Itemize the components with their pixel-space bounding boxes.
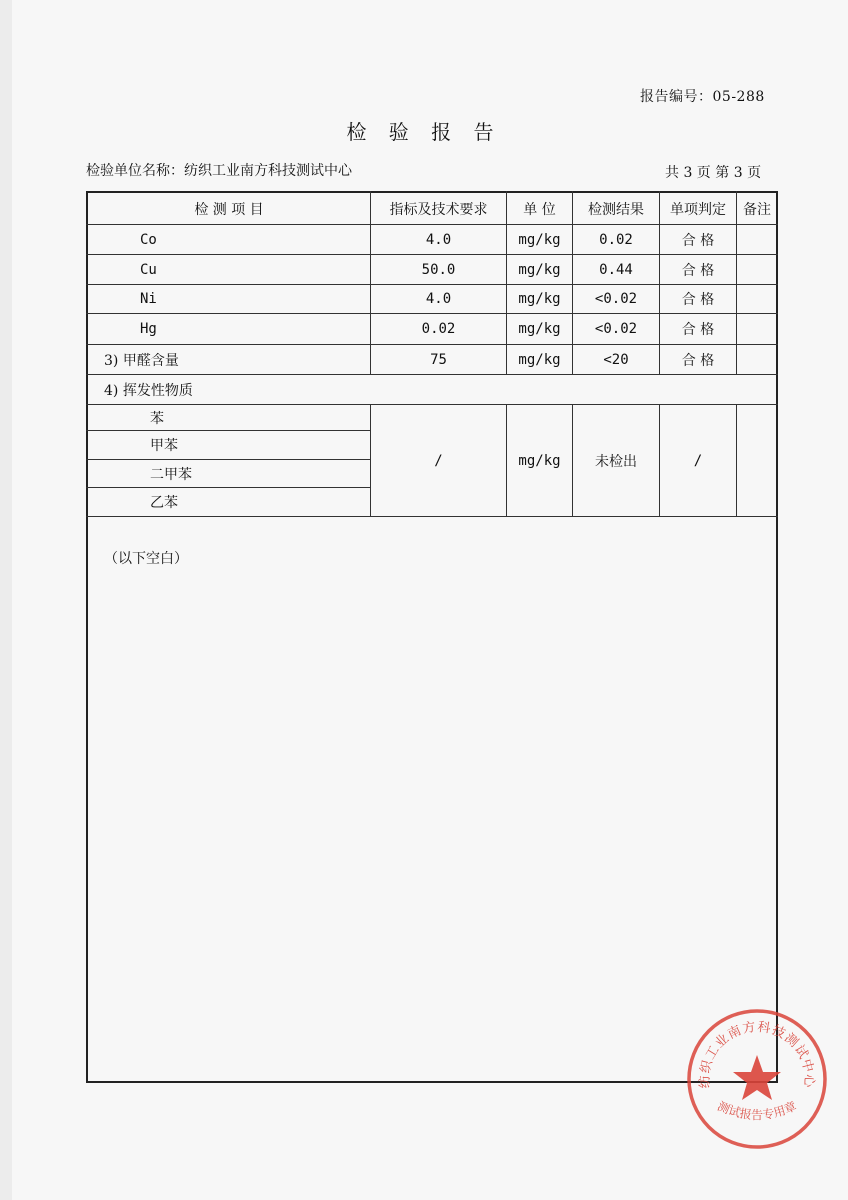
volatile-item: 二甲苯 [150, 466, 192, 483]
row-item-formaldehyde: 3) 甲醛含量 [104, 352, 179, 369]
row-result: <20 [603, 351, 629, 368]
section-volatile-title: 4) 挥发性物质 [104, 382, 193, 399]
volatile-item: 乙苯 [150, 495, 178, 511]
volatile-verdict: / [693, 452, 703, 469]
svg-text:纺织工业南方科技测试中心: 纺织工业南方科技测试中心 [697, 1019, 817, 1089]
volatile-unit: mg/kg [518, 452, 561, 469]
blank-below-note: （以下空白） [104, 551, 188, 567]
volatile-item: 苯 [150, 410, 164, 427]
row-unit: mg/kg [518, 291, 561, 307]
official-seal-stamp [683, 1005, 831, 1153]
seal-star-icon [733, 1055, 781, 1100]
row-verdict: 合 格 [681, 352, 715, 369]
row-verdict: 合 格 [681, 232, 715, 249]
row-verdict: 合 格 [681, 292, 715, 308]
row-unit: mg/kg [518, 261, 561, 278]
row-requirement: 75 [430, 351, 447, 368]
header-test-item: 检 测 项 目 [194, 201, 264, 218]
report-number: 报告编号：05-288 [640, 89, 765, 105]
header-requirement: 指标及技术要求 [389, 201, 488, 218]
page-edge [0, 0, 12, 1200]
row-result: 0.02 [599, 231, 633, 248]
inspection-unit-name: 检验单位名称：纺织工业南方科技测试中心 [86, 163, 352, 179]
row-requirement: 4.0 [425, 231, 452, 248]
row-unit: mg/kg [518, 351, 561, 368]
volatile-item: 甲苯 [150, 438, 178, 454]
row-verdict: 合 格 [681, 262, 715, 279]
row-item: Ni [140, 291, 157, 307]
row-result: <0.02 [594, 321, 638, 337]
svg-text:测试报告专用章: 测试报告专用章 [715, 1098, 799, 1122]
row-unit: mg/kg [518, 231, 561, 248]
volatile-requirement: / [434, 452, 443, 469]
header-unit: 单 位 [523, 201, 556, 218]
volatile-result: 未检出 [595, 453, 637, 470]
page-count: 共 3 页 第 3 页 [665, 165, 762, 181]
row-requirement: 0.02 [421, 321, 456, 337]
row-requirement: 4.0 [425, 291, 452, 307]
header-remarks: 备注 [743, 201, 771, 218]
row-result: 0.44 [599, 261, 633, 278]
row-unit: mg/kg [518, 321, 561, 337]
header-verdict: 单项判定 [670, 201, 726, 218]
row-result: <0.02 [594, 291, 638, 307]
header-result: 检测结果 [588, 201, 644, 218]
row-item: Hg [140, 321, 157, 337]
page-title: 检 验 报 告 [346, 120, 502, 144]
row-item: Co [140, 231, 157, 248]
row-verdict: 合 格 [681, 322, 715, 338]
row-item: Cu [140, 261, 157, 278]
row-requirement: 50.0 [421, 261, 456, 278]
